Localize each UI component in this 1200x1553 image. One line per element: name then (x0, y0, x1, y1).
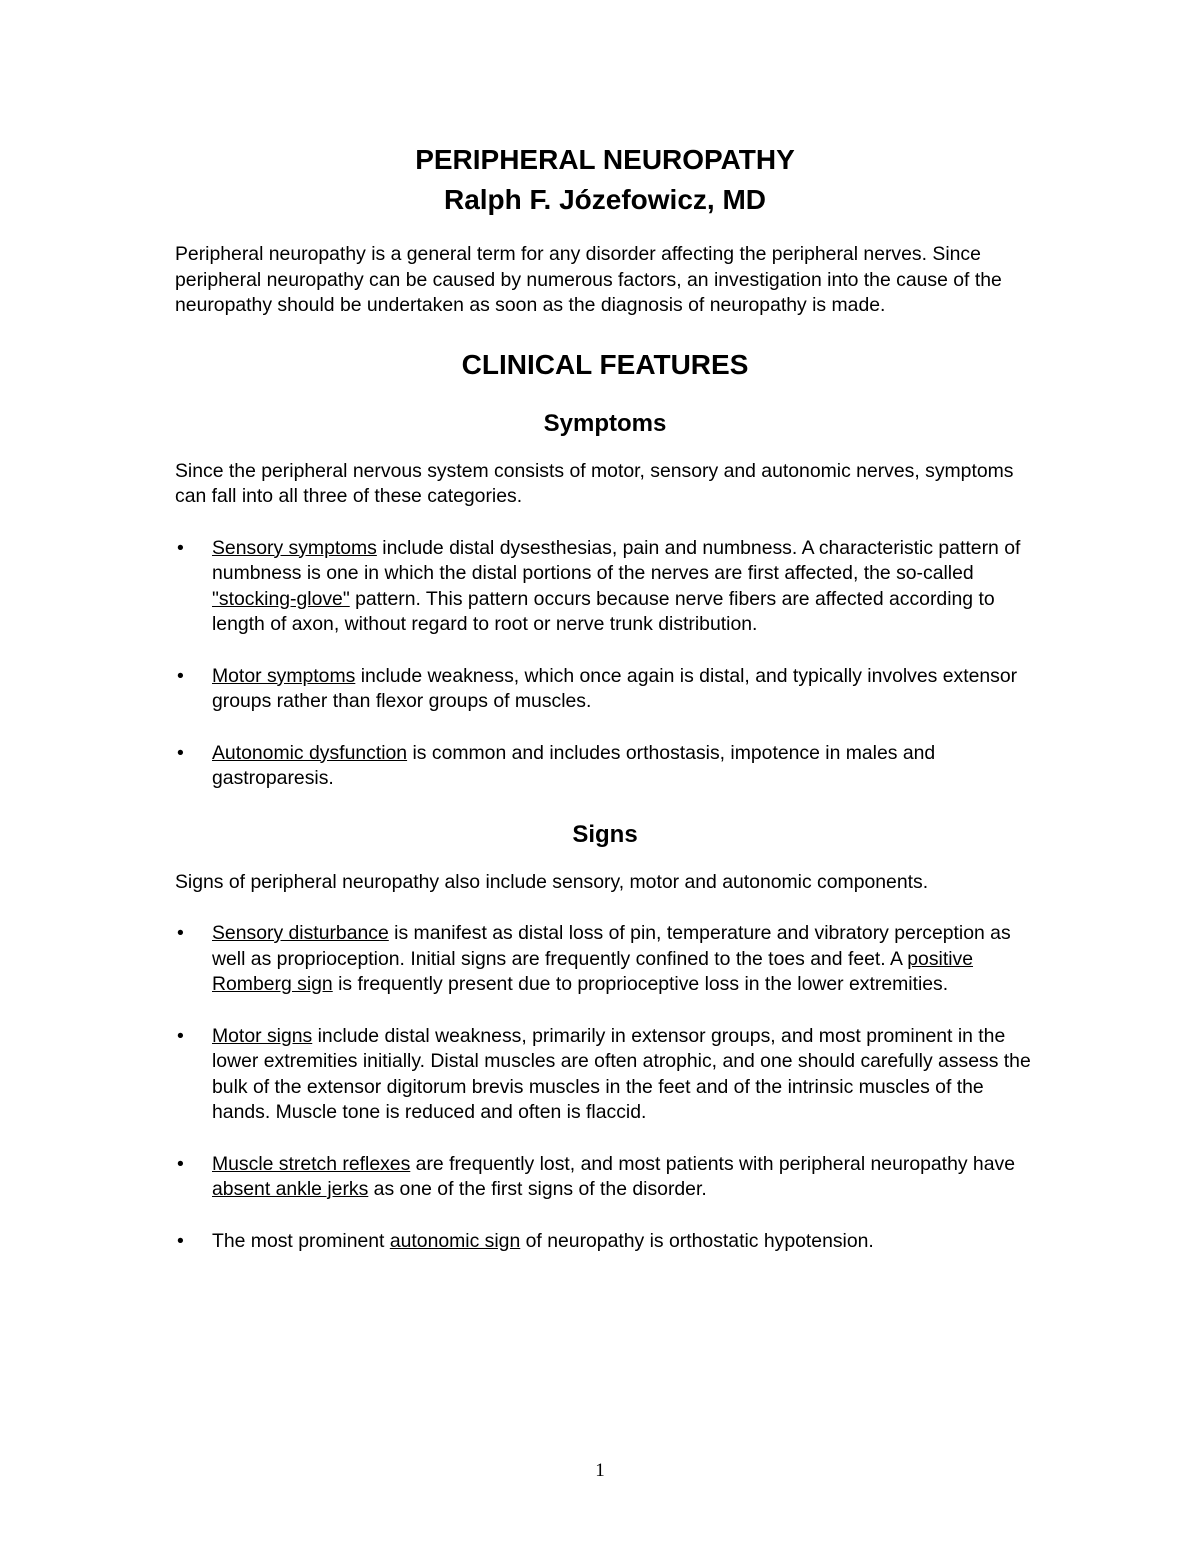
item-text: include distal weakness, primarily in extensor groups, and most prominent in the lower extremities initially. Distal muscles are often atrophic, and one should carefully assess the bulk of the extensor digitorum brevis muscles in the feet and of the intrinsic muscles of the hands. Muscle tone is reduced and often is flaccid. (212, 1024, 1031, 1123)
item-text: as one of the first signs of the disorder. (368, 1178, 707, 1200)
list-item-autonomic-dysfunction (175, 741, 1035, 792)
list-item-motor-signs (175, 1024, 1035, 1126)
bullet-icon: • (177, 536, 184, 559)
page-number: 1 (595, 1460, 605, 1481)
list-item-sensory-disturbance (175, 921, 1035, 998)
item-text: is common and includes orthostasis, impotence in males and gastroparesis. (212, 741, 936, 789)
term-motor-symptoms: Motor symptoms (212, 664, 356, 687)
item-text: are frequently lost, and most patients with peripheral neuropathy have (410, 1152, 1015, 1175)
bullet-icon: • (177, 1229, 184, 1252)
item-text: pattern. This pattern occurs because nerve fibers are affected according to length of axon, without regard to root or nerve trunk distribution. (212, 587, 995, 635)
list-item-autonomic-sign (175, 1229, 1035, 1255)
term-sensory-symptoms: Sensory symptoms (212, 536, 377, 559)
term-sensory-disturbance: Sensory disturbance (212, 922, 389, 944)
bullet-icon: • (177, 1024, 184, 1047)
document-author: Ralph F. Józefowicz, MD (443, 184, 767, 215)
bullet-icon: • (177, 1152, 184, 1175)
document-page (175, 140, 1035, 1280)
signs-lead-paragraph: Signs of peripheral neuropathy also include sensory, motor and autonomic components. (175, 870, 929, 893)
item-text: include weakness, which once again is distal, and typically involves extensor groups rather than flexor groups of muscles. (212, 664, 1018, 712)
subsection-heading-symptoms: Symptoms (543, 409, 667, 437)
term-absent-ankle-jerks: absent ankle jerks (212, 1178, 369, 1200)
term-muscle-stretch-reflexes: Muscle stretch reflexes (212, 1152, 411, 1175)
signs-list (175, 921, 1035, 1254)
subsection-heading-signs: Signs (572, 820, 638, 848)
item-text: is frequently present due to proprioceptive loss in the lower extremities. (332, 973, 949, 995)
term-motor-signs: Motor signs (212, 1024, 313, 1047)
symptoms-list (175, 536, 1035, 792)
term-autonomic-dysfunction: Autonomic dysfunction (212, 741, 408, 764)
symptoms-lead-paragraph: Since the peripheral nervous system consists of motor, sensory and autonomic nerves, symptoms can fall into all three of these categories. (175, 459, 1014, 507)
term-stocking-glove: "stocking-glove" (212, 587, 350, 610)
list-item-muscle-stretch-reflexes (175, 1152, 1035, 1203)
list-item-motor-symptoms (175, 664, 1035, 715)
bullet-icon: • (177, 741, 184, 764)
bullet-icon: • (177, 664, 184, 687)
item-text: of neuropathy is orthostatic hypotension. (520, 1229, 874, 1252)
term-positive-romberg-sign: positive Romberg sign (212, 947, 974, 995)
intro-paragraph: Peripheral neuropathy is a general term for any disorder affecting the peripheral nerves. Since peripheral neuropathy can be caused by numerous factors, an investigation into the cause of the neuropathy should be undertaken as soon as the diagnosis of neuropathy is made. (175, 243, 1002, 316)
document-title: PERIPHERAL NEUROPATHY (415, 144, 795, 175)
bullet-icon: • (177, 922, 184, 944)
item-text: include distal dysesthesias, pain and numbness. A characteristic pattern of numbness is one in which the distal portions of the nerves are first affected, the so-called (212, 536, 1021, 584)
list-item-sensory-symptoms (175, 536, 1035, 638)
section-heading-clinical-features: CLINICAL FEATURES (461, 348, 749, 380)
item-text: The most prominent (212, 1229, 390, 1252)
term-autonomic-sign: autonomic sign (389, 1229, 521, 1252)
item-text: is manifest as distal loss of pin, temperature and vibratory perception as well as proprioception. Initial signs are frequently confined to the toes and feet. A (212, 922, 1011, 970)
